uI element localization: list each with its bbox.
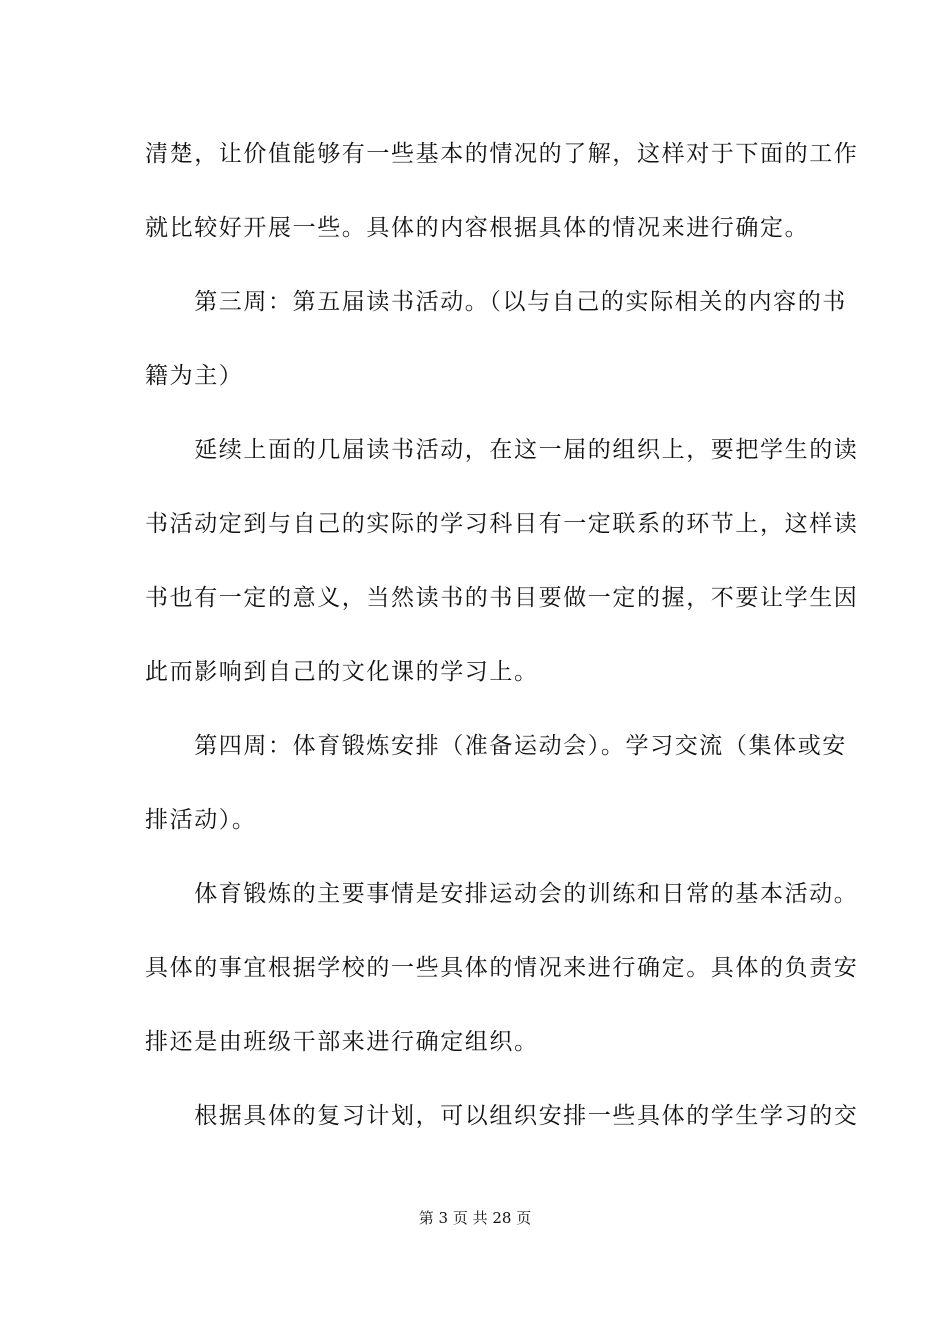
text-line-5: 延续上面的几届读书活动，在这一届的组织上，要把学生的读 [145, 437, 859, 463]
text-line-14: 根据具体的复习计划，可以组织安排一些具体的学生学习的交 [145, 1103, 859, 1129]
text-line-11: 体育锻炼的主要事情是安排运动会的训练和日常的基本活动。 [145, 881, 859, 907]
text-line-7: 书也有一定的意义，当然读书的书目要做一定的握，不要让学生因 [145, 585, 859, 611]
text-line-9: 第四周：体育锻炼安排（准备运动会）。学习交流（集体或安 [145, 733, 847, 759]
page-number-label: 第 3 页 共 28 页 [418, 1209, 532, 1227]
text-line-1: 清楚，让价值能够有一些基本的情况的了解，这样对于下面的工作 [145, 141, 859, 167]
text-line-10: 排活动）。 [145, 807, 257, 833]
text-line-6: 书活动定到与自己的实际的学习科目有一定联系的环节上，这样读 [145, 511, 859, 537]
text-line-12: 具体的事宜根据学校的一些具体的情况来进行确定。具体的负责安 [145, 955, 859, 981]
text-line-3: 第三周：第五届读书活动。（以与自己的实际相关的内容的书 [145, 289, 847, 315]
text-line-8: 此而影响到自己的文化课的学习上。 [145, 659, 539, 685]
page-number-footer [0, 1208, 950, 1228]
text-line-2: 就比较好开展一些。具体的内容根据具体的情况来进行确定。 [145, 215, 810, 241]
text-line-4: 籍为主） [145, 363, 244, 389]
text-line-13: 排还是由班级干部来进行确定组织。 [145, 1029, 539, 1055]
